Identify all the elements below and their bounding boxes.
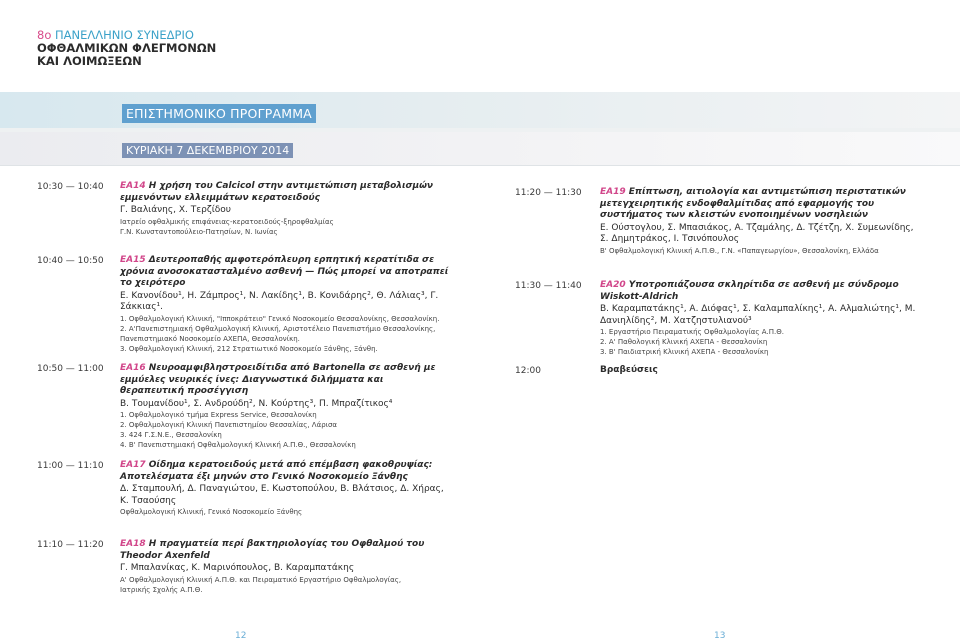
entry-affiliation: 2. Α'Πανεπιστημιακή Οφθαλμολογική Κλινική, Αριστοτέλειο Πανεπιστήμιο Θεσσαλονίκης, Πανεπιστημιακό Νοσοκομείο ΑΧΕΠΑ, Θεσσαλονίκη. — [120, 324, 436, 343]
entry-affiliation: 2. Α' Παθολογική Κλινική ΑΧΕΠΑ - Θεσσαλονίκη — [600, 338, 768, 346]
entry-affiliation: 3. Β' Παιδιατρική Κλινική ΑΧΕΠΑ - Θεσσαλονίκη — [600, 348, 769, 356]
entry-authors: Δ. Σταμπουλή, Δ. Παναγιώτου, Ε. Κωστοπούλου, Β. Βλάτσιος, Δ. Χήρας, Κ. Τσαούσης — [120, 484, 444, 506]
entry-affiliation: 1. Εργαστήριο Πειραματικής Οφθαλμολογίας Α.Π.Θ. — [600, 328, 784, 336]
time-slot: 10:40 — 10:50 — [37, 256, 104, 266]
entry-authors: Γ. Μπαλανίκας, Κ. Μαρινόπουλος, Β. Καραμπατάκης — [120, 563, 355, 573]
entry-code: ΕΑ17 — [120, 460, 146, 470]
entry-affiliation: 3. 424 Γ.Σ.Ν.Ε., Θεσσαλονίκη — [120, 431, 222, 439]
entry-affiliation: Α' Οφθαλμολογική Κλινική Α.Π.Θ. και Πειραματικό Εργαστήριο Οφθαλμολογίας, — [120, 575, 402, 584]
program-entry — [600, 365, 920, 377]
entry-code: ΕΑ14 — [120, 181, 146, 191]
conference-line1: 8o ΠΑΝΕΛΛΗΝΙΟ ΣΥΝΕΔΡΙΟ — [37, 28, 194, 42]
entry-affiliation: 4. Β' Πανεπιστημιακή Οφθαλμολογική Κλινική Α.Π.Θ., Θεσσαλονίκη — [120, 441, 356, 449]
time-slot: 11:10 — 11:20 — [37, 540, 104, 550]
entry-title: ΕΑ14 Η χρήση του Calcicol στην αντιμετώπιση μεταβολισμών εμμενόντων ελλειμμάτων κερατοειδούς — [120, 181, 434, 203]
time-slot: 10:30 — 10:40 — [37, 182, 104, 192]
band-rule — [0, 165, 960, 166]
entry-authors: Β. Τουμανίδου¹, Σ. Ανδρούδη², Ν. Κούρτης³, Π. Μπραζίτικος⁴ — [120, 398, 393, 409]
entry-affiliation: Ιατρικής Σχολής Α.Π.Θ. — [120, 585, 203, 594]
page-number-right: 13 — [714, 631, 726, 641]
entry-code: ΕΑ18 — [120, 539, 146, 549]
entry-code: ΕΑ19 — [600, 187, 626, 197]
entry-affiliation: 2. Οφθαλμολογική Κλινική Πανεπιστημίου Θεσσαλίας, Λάρισα — [120, 421, 338, 429]
entry-affiliation: 3. Οφθαλμολογική Κλινική, 212 Στρατιωτικό Νοσοκομείο Ξάνθης, Ξάνθη. — [120, 344, 378, 353]
entry-affiliation: 1. Οφθαλμολογικό τμήμα Express Service, Θεσσαλονίκη — [120, 411, 317, 419]
program-entry — [120, 539, 450, 595]
time-slot: 11:00 — 11:10 — [37, 461, 104, 471]
program-title: ΕΠΙΣΤΗΜΟΝΙΚΟ ΠΡΟΓΡΑΜΜΑ — [122, 104, 316, 123]
entry-title: ΕΑ15 Δευτεροπαθής αμφοτερόπλευρη ερπητική κερατίτιδα σε χρόνια ανοσοκατασταλμένο ασθενή — Πώς μπορεί να αποτραπεί το χειρότερο — [120, 255, 449, 288]
program-entry — [120, 363, 450, 450]
entry-title: ΕΑ20 Υποτροπιάζουσα σκληρίτιδα σε ασθενή με σύνδρομο Wiskott-Aldrich — [600, 280, 899, 302]
entry-affiliation: Γ.Ν. Κωνσταντοπούλειο-Πατησίων, Ν. Ιωνίας — [120, 227, 278, 236]
conference-edition: 8o — [37, 28, 52, 42]
entry-affiliation: Β' Οφθαλμολογική Κλινική Α.Π.Θ., Γ.Ν. «Παπαγεωργίου», Θεσσαλονίκη, Ελλάδα — [600, 246, 879, 255]
entry-affiliation: 1. Οφθαλμολογική Κλινική, "Ιπποκράτειο" Γενικό Νοσοκομείο Θεσσαλονίκης, Θεσσαλονίκη. — [120, 314, 440, 323]
program-entry — [600, 187, 920, 256]
entry-authors: Ε. Ούστογλου, Σ. Μπασιάκος, Α. Τζαμάλης, Δ. Τζέτζη, Χ. Συμεωνίδης, Σ. Δημητράκος, Ι. Τσινόπουλος — [600, 222, 914, 244]
program-entry — [600, 280, 920, 357]
entry-title: Βραβεύσεις — [600, 365, 658, 375]
entry-code: ΕΑ15 — [120, 255, 146, 265]
entry-title: ΕΑ19 Επίπτωση, αιτιολογία και αντιμετώπιση περιστατικών μετεγχειρητικής ενδοφθαλμίτιδας από εφαρμογής του συστήματος των κλειστών ενοποιημένων νοσηλειών — [600, 187, 906, 220]
program-entry — [120, 181, 450, 237]
entry-authors: Γ. Βαλιάνης, Χ. Τερζίδου — [120, 205, 232, 215]
entry-affiliation: Ιατρείο οφθαλμικής επιφάνειας-κερατοειδούς-ξηροφθαλμίας — [120, 217, 334, 226]
time-slot: 11:20 — 11:30 — [515, 188, 582, 198]
time-slot: 11:30 — 11:40 — [515, 281, 582, 291]
entry-authors: Ε. Κανονίδου¹, Η. Ζάμπρος¹, Ν. Λακίδης¹, Β. Κονιδάρης², Θ. Λάλιας³, Γ. Σάκκιας¹. — [120, 290, 439, 312]
entry-code: ΕΑ16 — [120, 363, 146, 373]
conference-line2: ΟΦΘΑΛΜΙΚΩΝ ΦΛΕΓΜΟΝΩΝ — [37, 41, 217, 55]
day-title: ΚΥΡΙΑΚΗ 7 ΔΕΚΕΜΒΡΙΟΥ 2014 — [122, 143, 293, 158]
entry-affiliation: Οφθαλμολογική Κλινική, Γενικό Νοσοκομείο Ξάνθης — [120, 508, 303, 516]
entry-title: ΕΑ17 Οίδημα κερατοειδούς μετά από επέμβαση φακοθρυψίας: Αποτελέσματα έξι μηνών στο Γενικό Νοσοκομείο Ξάνθης — [120, 460, 433, 482]
entry-title: ΕΑ16 Νευροαμφιβληστροειδίτιδα από Bartonella σε ασθενή με εμμύελες νευρικές ίνες: Διαγνωστικά διλήμματα και θεραπευτική προσέγγιση — [120, 363, 436, 396]
conference-title — [37, 29, 216, 68]
entry-authors: Β. Καραμπατάκης¹, Α. Διόφας¹, Σ. Καλαμπαλίκης¹, Α. Αλμαλιώτης¹, Μ. Δανιηλίδης², Μ. Χατζηστυλιανού³ — [600, 304, 916, 326]
time-slot: 12:00 — [515, 366, 541, 376]
time-slot: 10:50 — 11:00 — [37, 364, 104, 374]
conference-line3: ΚΑΙ ΛΟΙΜΩΞΕΩΝ — [37, 54, 142, 68]
program-entry — [120, 255, 450, 354]
program-entry — [120, 460, 450, 517]
page-number-left: 12 — [235, 631, 247, 641]
entry-title: ΕΑ18 Η πραγματεία περί βακτηριολογίας του Οφθαλμού του Theodor Axenfeld — [120, 539, 425, 561]
entry-code: ΕΑ20 — [600, 280, 626, 290]
